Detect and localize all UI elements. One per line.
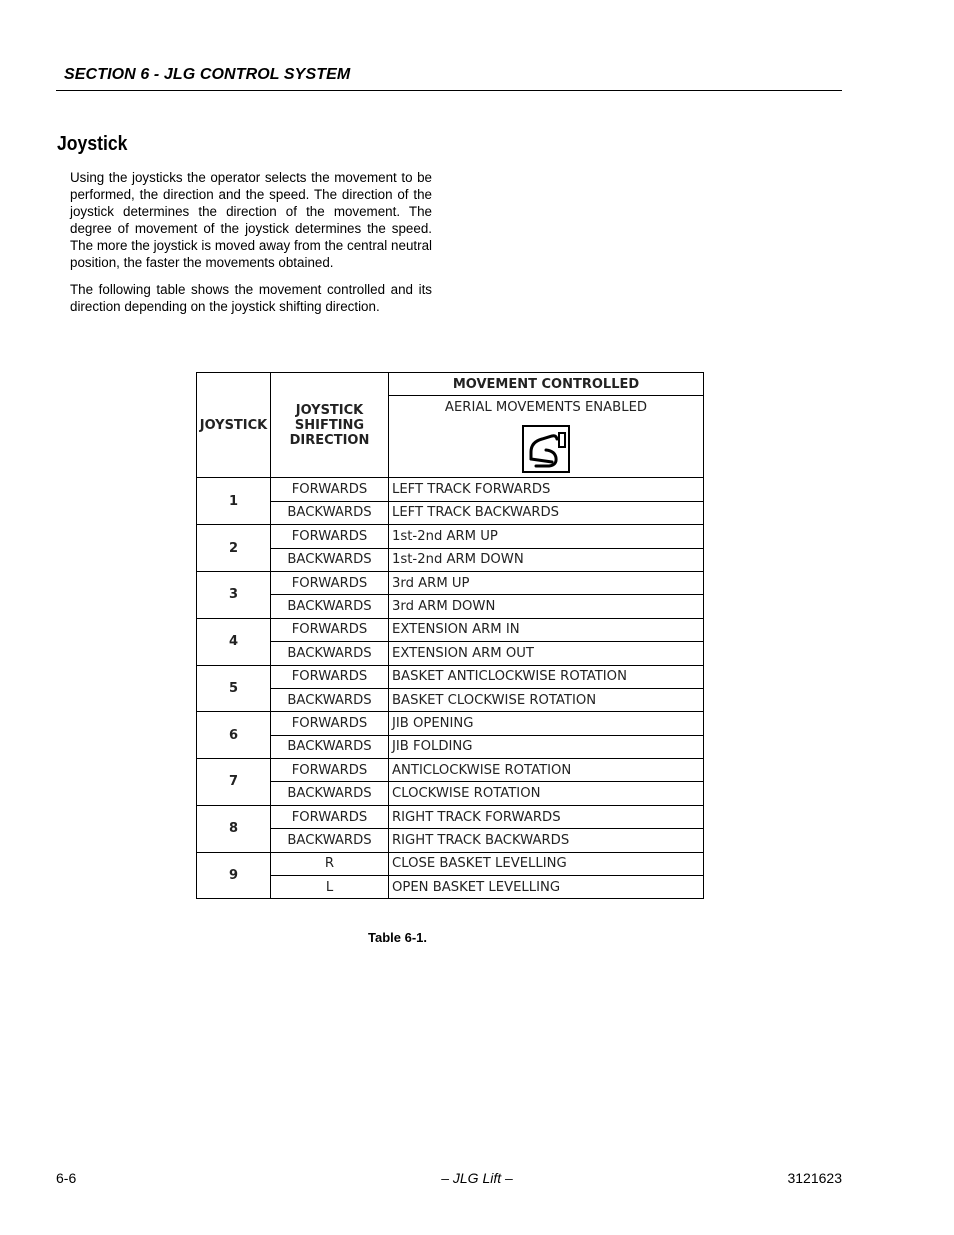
movement-controlled: RIGHT TRACK BACKWARDS — [389, 829, 704, 852]
aerial-platform-icon — [522, 425, 570, 473]
shifting-direction: FORWARDS — [271, 805, 389, 828]
document-number: 3121623 — [787, 1170, 842, 1186]
shifting-direction: FORWARDS — [271, 618, 389, 641]
header-movement: MOVEMENT CONTROLLED — [389, 373, 704, 396]
shifting-direction: BACKWARDS — [271, 595, 389, 618]
shifting-direction: R — [271, 852, 389, 875]
movement-controlled: CLOSE BASKET LEVELLING — [389, 852, 704, 875]
shifting-direction: BACKWARDS — [271, 642, 389, 665]
shifting-direction: BACKWARDS — [271, 829, 389, 852]
shifting-direction: BACKWARDS — [271, 688, 389, 711]
table-row — [197, 548, 704, 571]
joystick-number: 9 — [197, 852, 271, 899]
movement-controlled: 1st-2nd ARM DOWN — [389, 548, 704, 571]
movement-controlled: JIB FOLDING — [389, 735, 704, 758]
paragraph-2: The following table shows the movement controlled and its direction depending on the joystick shifting direction. — [70, 282, 432, 315]
shifting-direction: FORWARDS — [271, 759, 389, 782]
joystick-table — [196, 372, 704, 899]
joystick-number: 5 — [197, 665, 271, 712]
movement-controlled: 3rd ARM DOWN — [389, 595, 704, 618]
section-header — [56, 64, 842, 91]
joystick-number: 7 — [197, 759, 271, 806]
table-row — [197, 571, 704, 594]
movement-controlled: 1st-2nd ARM UP — [389, 525, 704, 548]
shifting-direction: BACKWARDS — [271, 782, 389, 805]
table-row — [197, 665, 704, 688]
movement-sub-label: AERIAL MOVEMENTS ENABLED — [444, 400, 648, 416]
movement-controlled: LEFT TRACK FORWARDS — [389, 478, 704, 501]
section-title: SECTION 6 - JLG CONTROL SYSTEM — [64, 66, 351, 83]
table-row — [197, 525, 704, 548]
shifting-direction: BACKWARDS — [271, 501, 389, 524]
paragraph-1: Using the joysticks the operator selects the movement to be performed, the direction and the speed. The direction of the joystick determines the direction of the movement. The degree of movement of the joystick determines the speed. The more the joystick is moved away from the central neutral position, the faster the movements obtained. — [70, 170, 432, 271]
joystick-number: 8 — [197, 805, 271, 852]
movement-controlled: OPEN BASKET LEVELLING — [389, 876, 704, 899]
table-row — [197, 642, 704, 665]
shifting-direction: BACKWARDS — [271, 735, 389, 758]
table-row — [197, 501, 704, 524]
movement-controlled: EXTENSION ARM OUT — [389, 642, 704, 665]
table-caption: Table 6-1. — [368, 930, 428, 945]
movement-controlled: ANTICLOCKWISE ROTATION — [389, 759, 704, 782]
movement-controlled: CLOCKWISE ROTATION — [389, 782, 704, 805]
movement-controlled: JIB OPENING — [389, 712, 704, 735]
joystick-number: 6 — [197, 712, 271, 759]
header-direction-label: JOYSTICK SHIFTING DIRECTION — [289, 402, 370, 448]
table-row — [197, 759, 704, 782]
table-row — [197, 595, 704, 618]
table-row — [197, 712, 704, 735]
table-row — [197, 829, 704, 852]
table-row — [197, 782, 704, 805]
header-joystick: JOYSTICK — [197, 373, 271, 478]
shifting-direction: FORWARDS — [271, 478, 389, 501]
table-row — [197, 478, 704, 501]
shifting-direction: FORWARDS — [271, 525, 389, 548]
shifting-direction: FORWARDS — [271, 571, 389, 594]
movement-controlled: RIGHT TRACK FORWARDS — [389, 805, 704, 828]
joystick-number: 4 — [197, 618, 271, 665]
page-number: 6-6 — [56, 1170, 77, 1186]
joystick-number: 2 — [197, 525, 271, 572]
shifting-direction: FORWARDS — [271, 665, 389, 688]
movement-controlled: 3rd ARM UP — [389, 571, 704, 594]
movement-controlled: LEFT TRACK BACKWARDS — [389, 501, 704, 524]
table-row — [197, 876, 704, 899]
header-direction — [271, 373, 389, 478]
table-row — [197, 852, 704, 875]
table-row — [197, 618, 704, 641]
joystick-number: 1 — [197, 478, 271, 525]
table-row — [197, 805, 704, 828]
footer-brand: – JLG Lift – — [441, 1170, 513, 1186]
shifting-direction: L — [271, 876, 389, 899]
joystick-number: 3 — [197, 571, 271, 618]
table-row — [197, 735, 704, 758]
movement-controlled: EXTENSION ARM IN — [389, 618, 704, 641]
header-movement-sub — [389, 396, 704, 478]
movement-controlled: BASKET ANTICLOCKWISE ROTATION — [389, 665, 704, 688]
shifting-direction: BACKWARDS — [271, 548, 389, 571]
movement-controlled: BASKET CLOCKWISE ROTATION — [389, 688, 704, 711]
shifting-direction: FORWARDS — [271, 712, 389, 735]
table-row — [197, 688, 704, 711]
page-title: Joystick — [57, 133, 128, 155]
